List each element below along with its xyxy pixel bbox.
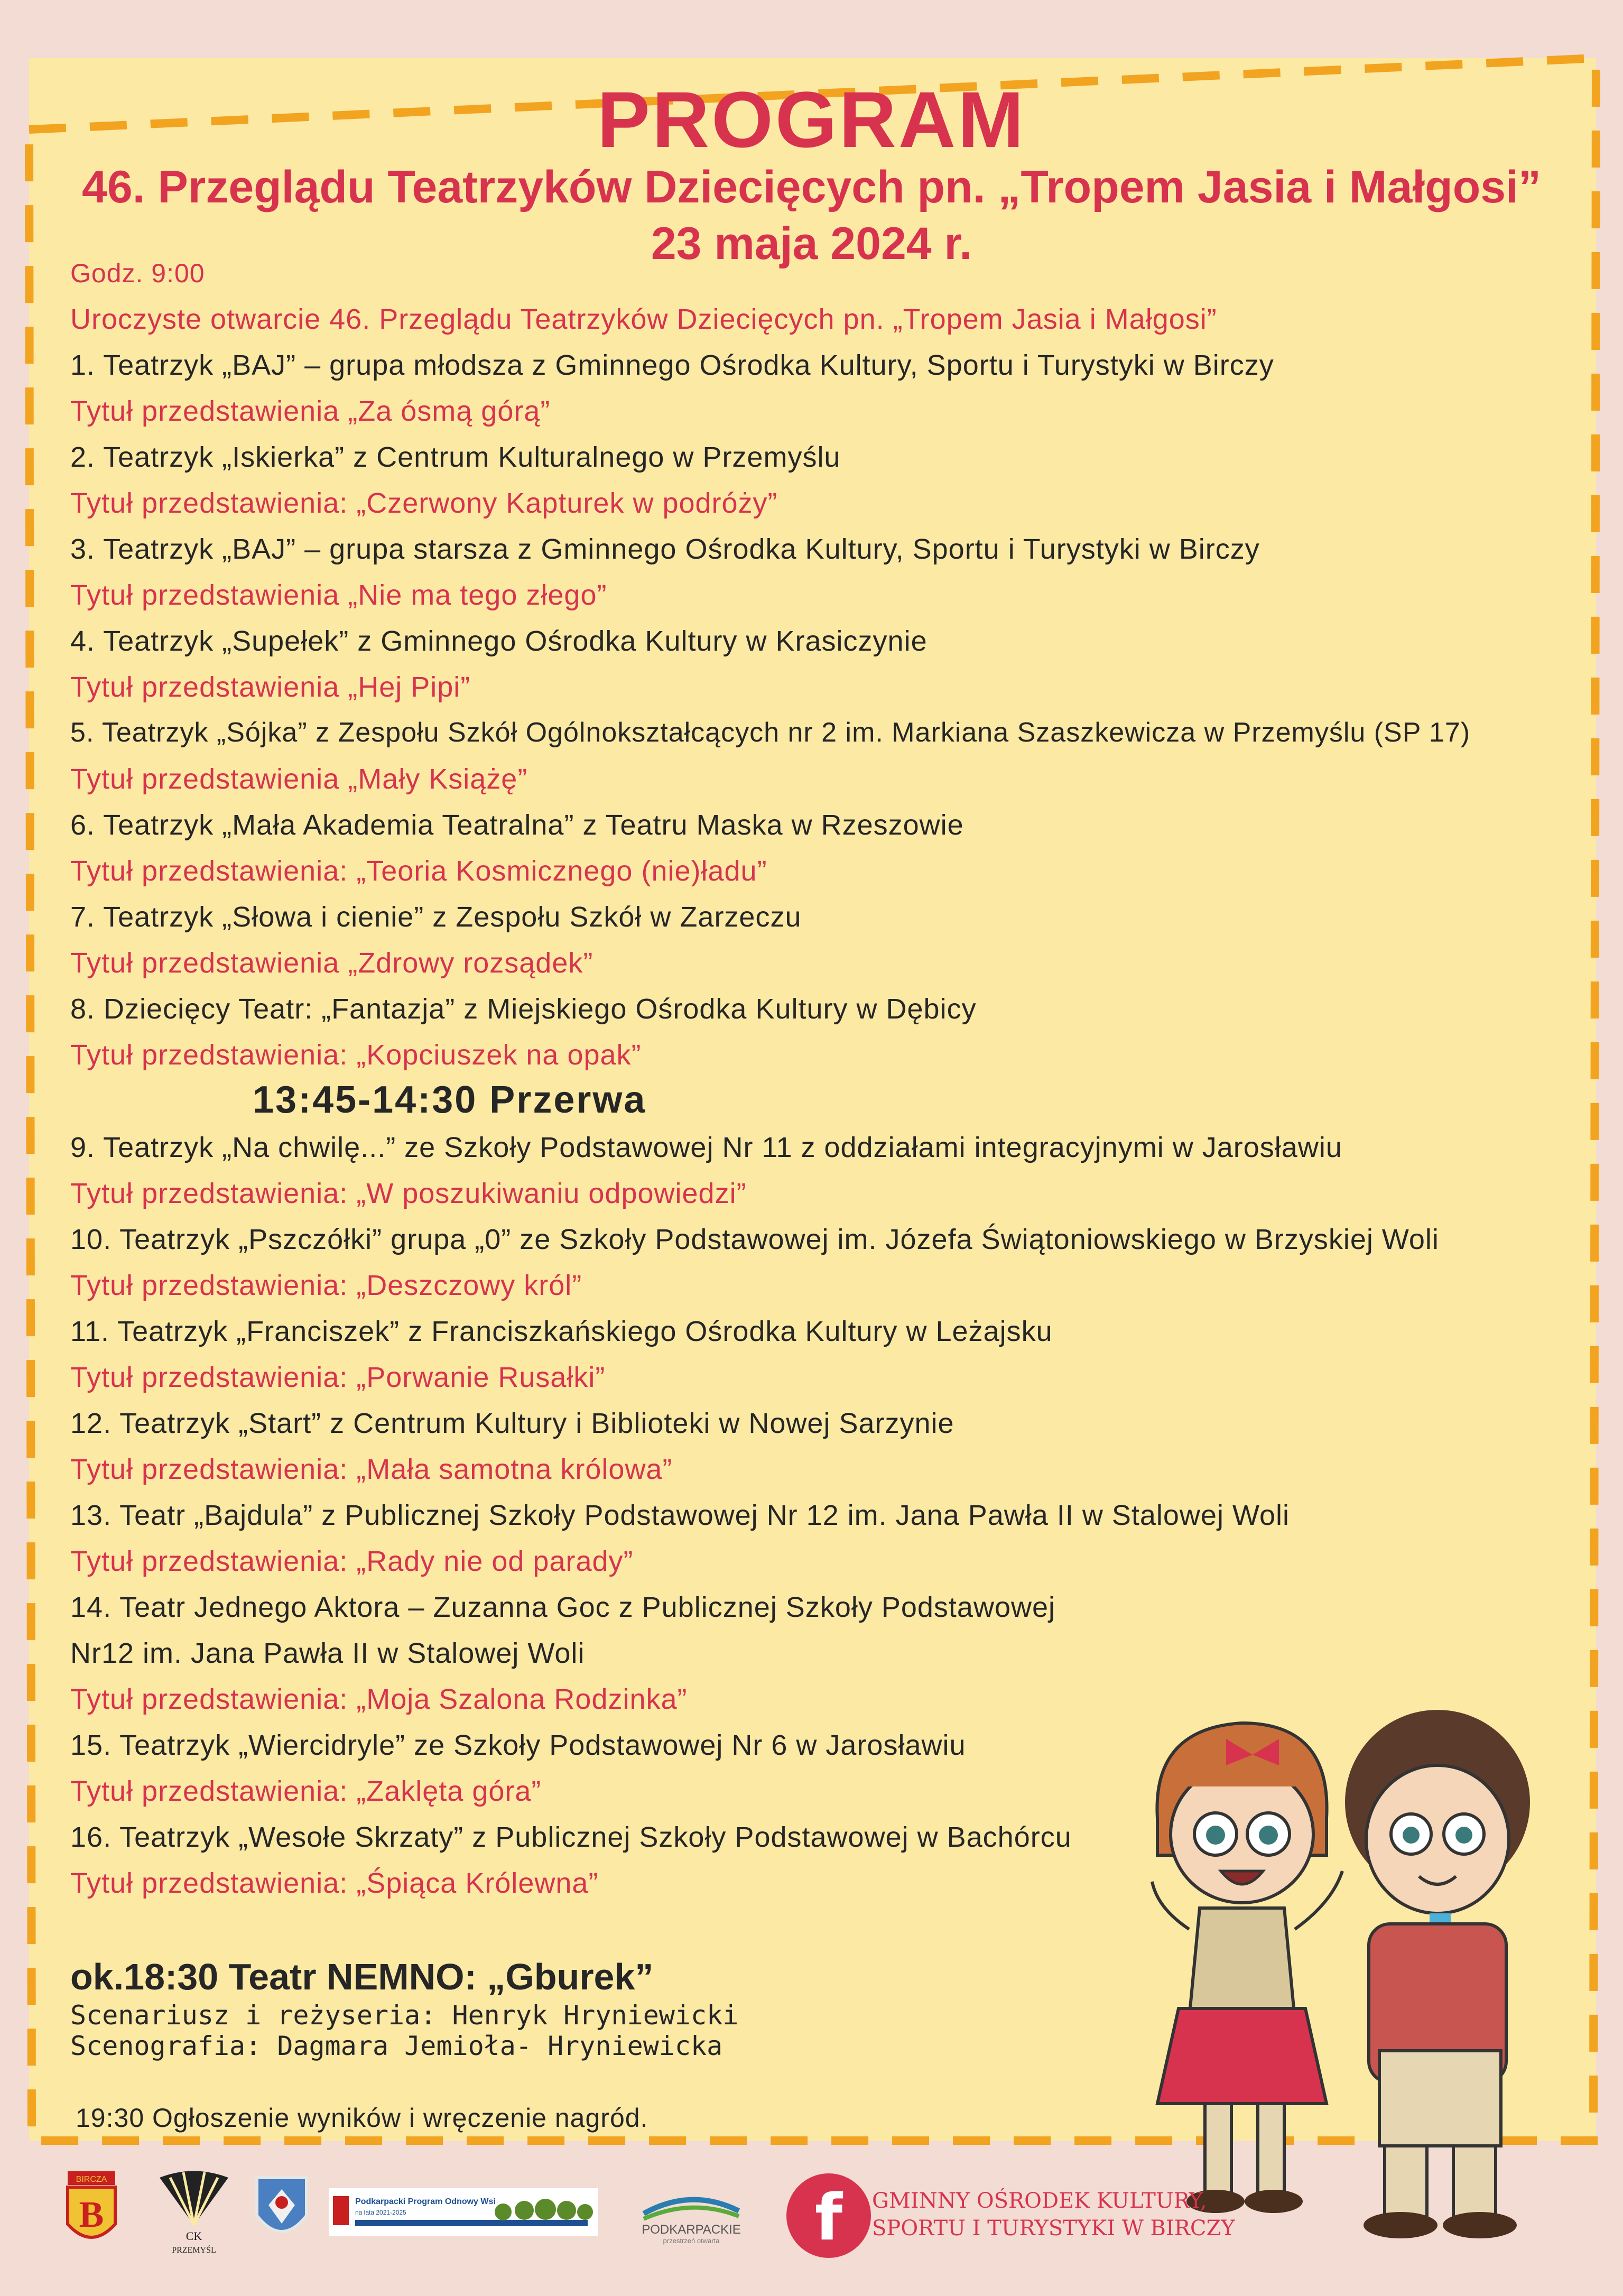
finale-block [70,1956,738,2061]
entry-16-group: 16. Teatrzyk „Wesołe Skrzaty” z Publicznej Szkoły Podstawowej w Bachórcu [70,1821,1072,1853]
girl-figure [1152,1723,1342,2213]
finale-headline: ok.18:30 Teatr NEMNO: „Gburek” [70,1956,654,1997]
entry-9-group: 9. Teatrzyk „Na chwilę...” ze Szkoły Podstawowej Nr 11 z oddziałami integracyjnymi w Jarosławiu [70,1132,1342,1163]
entry-15-group: 15. Teatrzyk „Wiercidryle” ze Szkoły Podstawowej Nr 6 w Jarosławiu [70,1729,966,1761]
entry-15-play: Tytuł przedstawienia: „Zaklęta góra” [70,1775,542,1807]
entry-2-group: 2. Teatrzyk „Iskierka” z Centrum Kulturalnego w Przemyślu [70,441,841,473]
entry-13-group: 13. Teatr „Bajdula” z Publicznej Szkoły Podstawowej Nr 12 im. Jana Pawła II w Stalowej Woli [70,1499,1290,1531]
entry-12-play: Tytuł przedstawienia: „Mała samotna królowa” [70,1453,673,1485]
gok-line1: GMINNY OŚRODEK KULTURY, [872,2189,1207,2213]
entry-14-group: 14. Teatr Jednego Aktora – Zuzanna Goc z Publicznej Szkoły Podstawowej [70,1591,1056,1623]
podkarpackie-region-logo [633,2182,749,2245]
ck-przemysl-logo [154,2167,234,2257]
entry-8-group: 8. Dziecięcy Teatr: „Fantazja” z Miejskiego Ośrodka Kultury w Dębicy [70,993,977,1025]
bircza-letter: B [79,2195,104,2235]
entry-3-play: Tytuł przedstawienia „Nie ma tego złego” [70,579,607,611]
entry-2-play: Tytuł przedstawienia: „Czerwony Kapturek w podróży” [70,487,778,519]
entry-11-group: 11. Teatrzyk „Franciszek” z Franciszkańskiego Ośrodka Kultury w Leżajsku [70,1316,1053,1347]
program-line2: na lata 2021-2025 [355,2209,406,2216]
bircza-label: BIRCZA [76,2175,107,2184]
entry-14-play: Tytuł przedstawienia: „Moja Szalona Rodzinka” [70,1683,688,1715]
gok-line2: SPORTU I TURYSTYKI W BIRCZY [872,2216,1235,2241]
entry-13-play: Tytuł przedstawienia: „Rady nie od parady” [70,1545,634,1577]
entry-9-play: Tytuł przedstawienia: „W poszukiwaniu odpowiedzi” [70,1178,747,1209]
entry-5-play: Tytuł przedstawienia „Mały Książę” [70,763,528,795]
facebook-icon[interactable]: f [786,2173,871,2258]
break-time: 13:45-14:30 Przerwa [253,1079,647,1121]
ck-label: CK [186,2229,202,2243]
entry-6-play: Tytuł przedstawienia: „Teoria Kosmicznego (nie)ładu” [70,855,767,887]
entry-3-group: 3. Teatrzyk „BAJ” – grupa starsza z Gminnego Ośrodka Kultury, Sportu i Turystyki w Birczy [70,533,1260,565]
entry-11-play: Tytuł przedstawienia: „Porwanie Rusałki” [70,1362,606,1393]
entry-10-group: 10. Teatrzyk „Pszczółki” grupa „0” ze Szkoły Podstawowej im. Józefa Świątoniowskiego w Brzyskiej Woli [70,1224,1439,1255]
festival-subtitle: 46. Przeglądu Teatrzyków Dziecięcych pn. „Tropem Jasia i Małgosi” [82,162,1541,212]
finale-scenography: Scenografia: Dagmara Jemioła- Hryniewicka [70,2031,723,2061]
program-title: PROGRAM [597,75,1026,164]
gok-bircza-label [872,2187,1235,2242]
ck-city: PRZEMYŚL [172,2246,216,2255]
boy-figure [1345,1710,1530,2238]
entry-14-group-cont: Nr12 im. Jana Pawła II w Stalowej Woli [70,1637,585,1669]
start-time: Godz. 9:00 [70,258,205,288]
entry-4-play: Tytuł przedstawienia „Hej Pipi” [70,671,471,703]
results-announcement: 19:30 Ogłoszenie wyników i wręczenie nagród. [76,2103,648,2133]
opening-line: Uroczyste otwarcie 46. Przeglądu Teatrzyków Dziecięcych pn. „Tropem Jasia i Małgosi” [70,303,1217,335]
entry-16-play: Tytuł przedstawienia: „Śpiąca Królewna” [70,1867,599,1899]
entry-12-group: 12. Teatrzyk „Start” z Centrum Kultury i Biblioteki w Nowej Sarzynie [70,1408,954,1439]
entry-7-play: Tytuł przedstawienia „Zdrowy rozsądek” [70,947,593,979]
finale-director: Scenariusz i reżyseria: Henryk Hryniewicki [70,2000,739,2031]
entry-5-group: 5. Teatrzyk „Sójka” z Zespołu Szkół Ogólnokształcących nr 2 im. Markiana Szaszkewicza w Przemyślu (SP 17) [70,717,1471,748]
podkarpacki-program-logo [329,2188,598,2236]
entry-7-group: 7. Teatrzyk „Słowa i cienie” z Zespołu Szkół w Zarzeczu [70,901,802,933]
entry-1-group: 1. Teatrzyk „BAJ” – grupa młodsza z Gminnego Ośrodka Kultury, Sportu i Turystyki w Birczy [70,349,1274,381]
program-line1: Podkarpacki Program Odnowy Wsi [355,2197,496,2206]
entry-8-play: Tytuł przedstawienia: „Kopciuszek na opak” [70,1039,642,1071]
festival-date: 23 maja 2024 r. [651,218,972,269]
entry-10-play: Tytuł przedstawienia: „Deszczowy król” [70,1270,582,1301]
entry-4-group: 4. Teatrzyk „Supełek” z Gminnego Ośrodka Kultury w Krasiczynie [70,625,928,657]
podkarpackie-tag: przestrzeń otwarta [663,2237,720,2245]
przemysl-county-crest-logo [253,2173,311,2247]
entry-1-play: Tytuł przedstawienia „Za ósmą górą” [70,395,551,427]
bircza-crest-logo [62,2171,120,2251]
podkarpackie-label: PODKARPACKIE [642,2223,741,2237]
entry-6-group: 6. Teatrzyk „Mała Akademia Teatralna” z Teatru Maska w Rzeszowie [70,809,964,841]
kids-illustration [1120,1681,1575,2241]
